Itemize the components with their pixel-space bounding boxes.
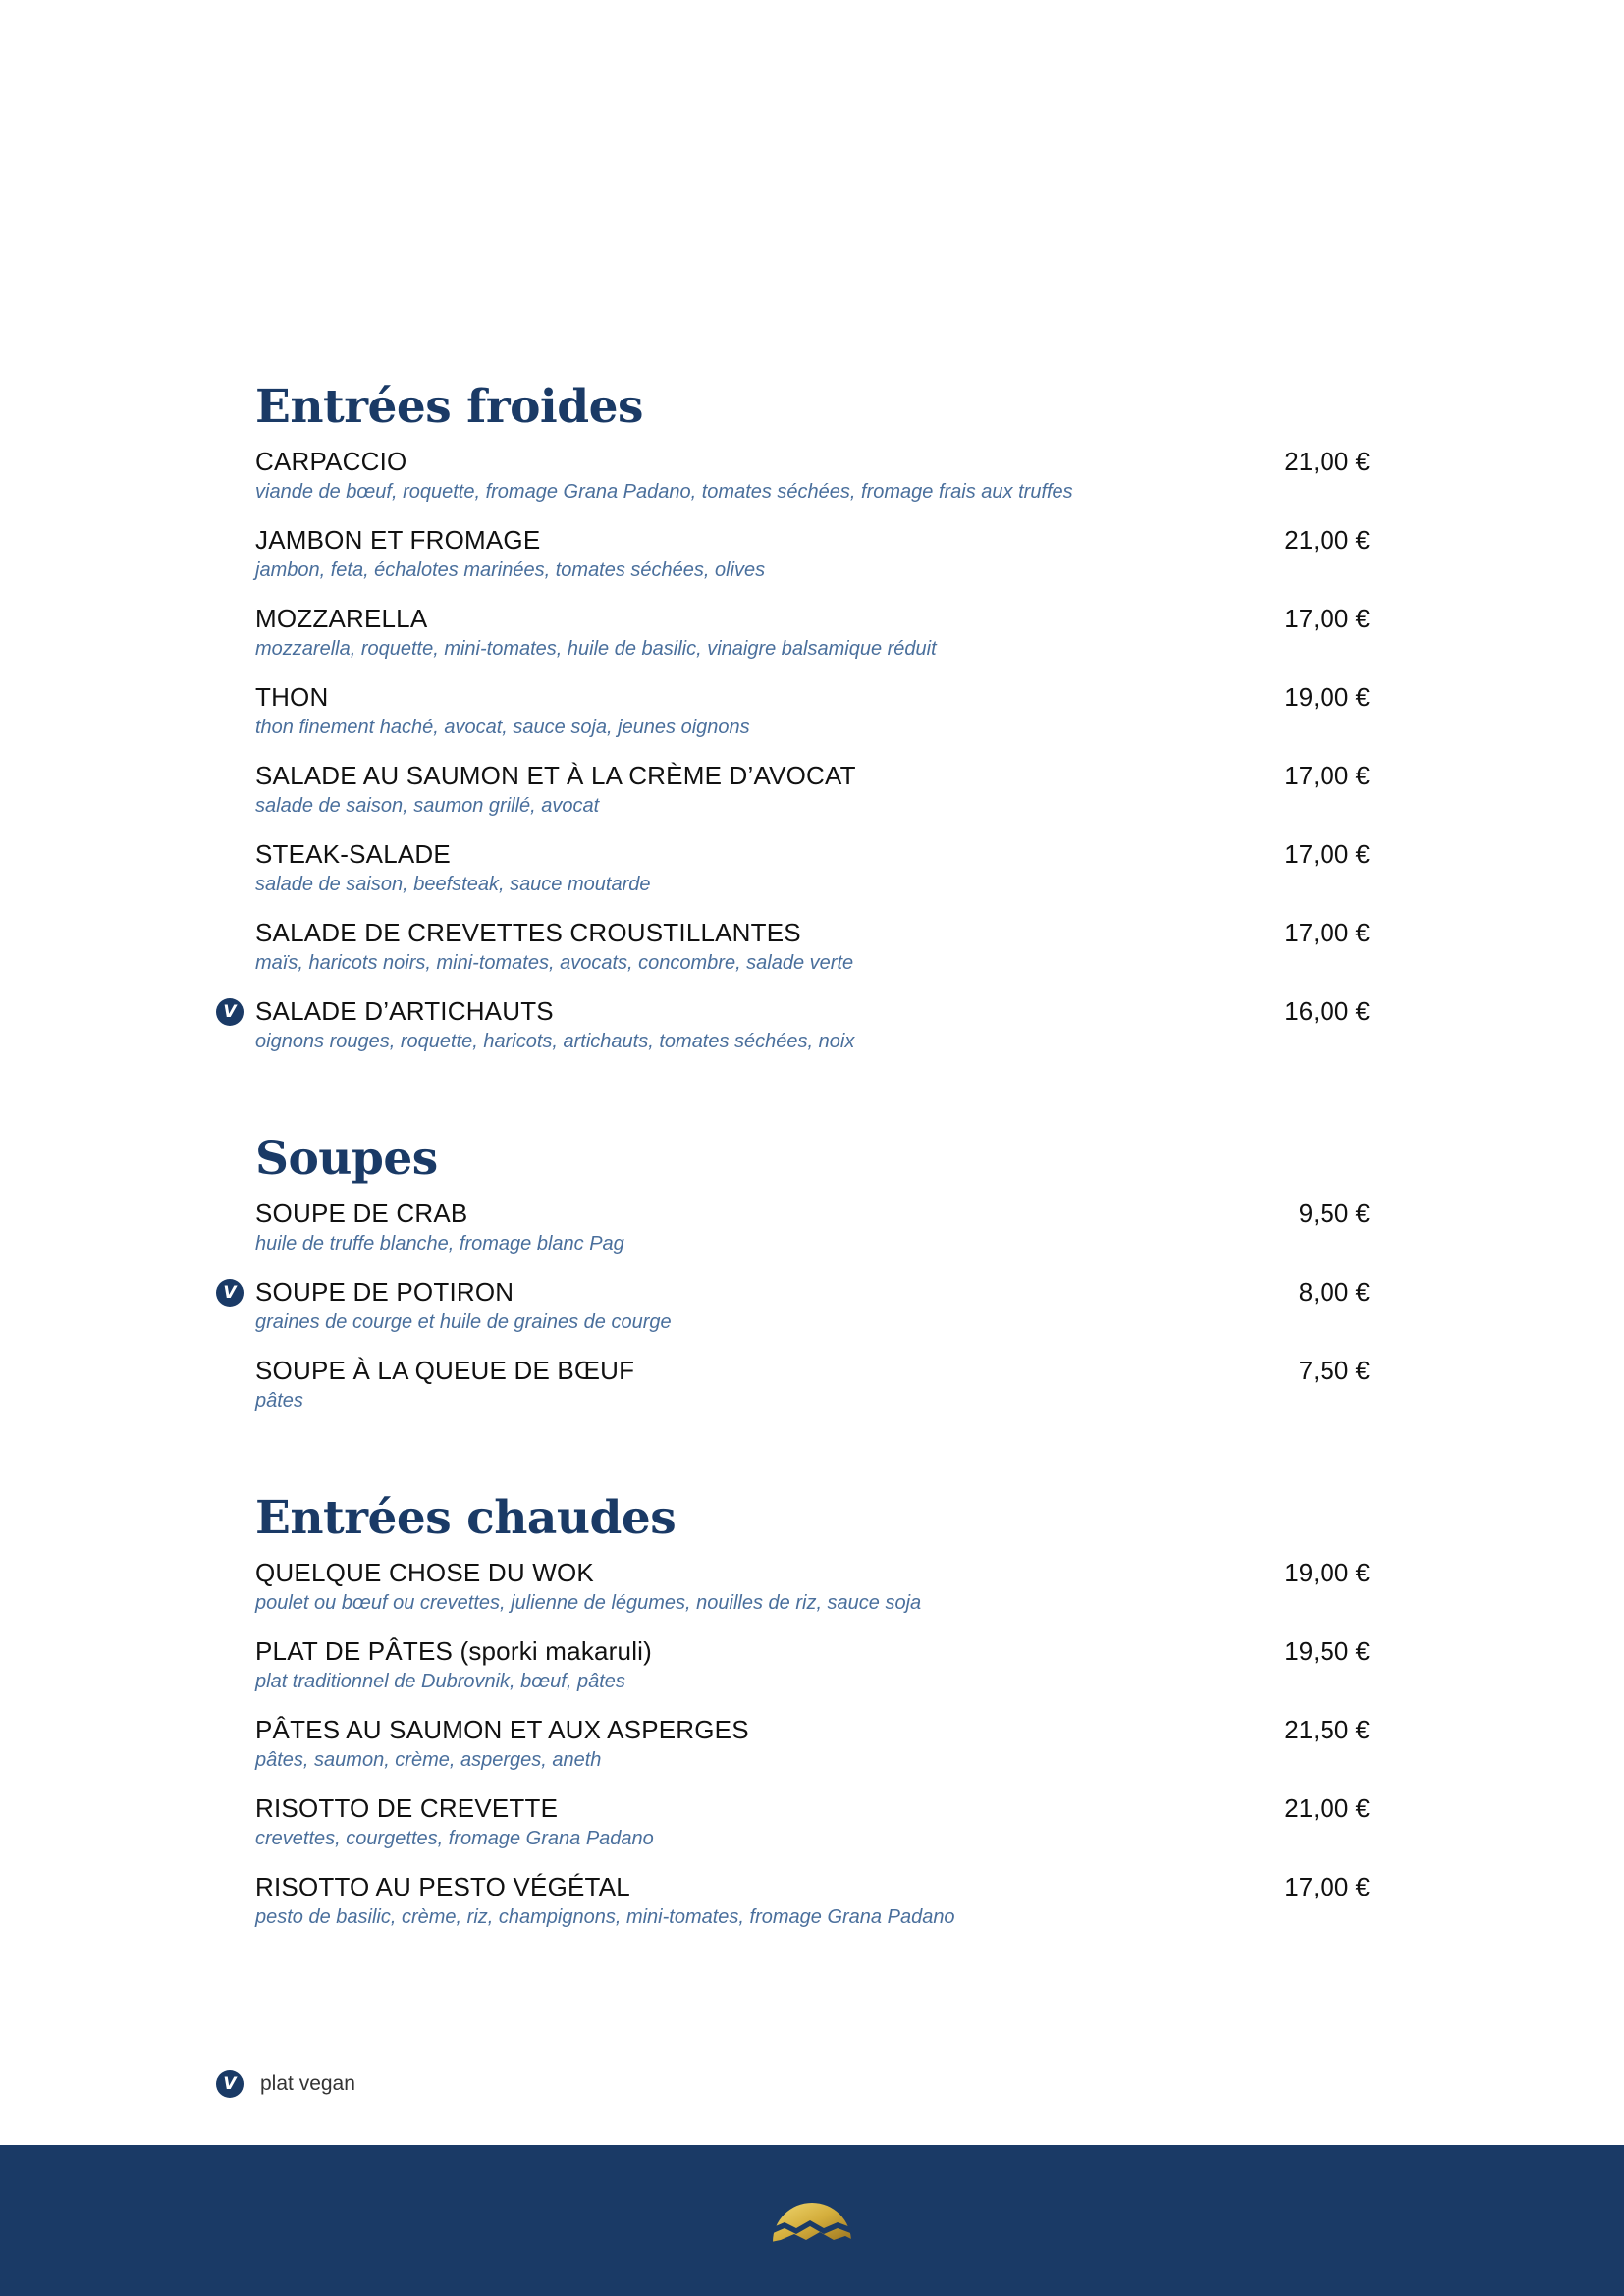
menu-item-price: 19,50 €	[1284, 1636, 1370, 1666]
menu-item-description: jambon, feta, échalotes marinées, tomates séchées, olives	[255, 560, 766, 581]
menu-item-description: huile de truffe blanche, fromage blanc Pag	[255, 1233, 624, 1255]
menu-item-description: viande de bœuf, roquette, fromage Grana Padano, tomates séchées, fromage frais aux truffes	[255, 481, 1073, 503]
menu-item-description: pâtes	[255, 1390, 303, 1412]
menu-item-price: 17,00 €	[1284, 918, 1370, 947]
menu-item-price: 17,00 €	[1284, 1872, 1370, 1901]
menu-item	[255, 1870, 1370, 1949]
menu-item-row	[255, 1713, 1370, 1746]
menu-item-price: 19,00 €	[1284, 1558, 1370, 1587]
menu-item	[255, 1354, 1370, 1432]
menu-item-price: 21,00 €	[1284, 525, 1370, 555]
legend-label: plat vegan	[260, 2072, 355, 2095]
menu-item-row	[255, 837, 1370, 871]
menu-item-name: PLAT DE PÂTES (sporki makaruli)	[255, 1636, 653, 1666]
menu-item-name: SALADE DE CREVETTES CROUSTILLANTES	[255, 918, 801, 947]
section-entrees-chaudes	[255, 1486, 1370, 1949]
menu-item-row	[255, 445, 1370, 478]
menu-item-description: crevettes, courgettes, fromage Grana Padano	[255, 1828, 654, 1849]
menu-item-name: RISOTTO AU PESTO VÉGÉTAL	[255, 1872, 630, 1901]
menu-item-row	[255, 994, 1370, 1028]
menu-item-price: 17,00 €	[1284, 761, 1370, 790]
menu-item-name: MOZZARELLA	[255, 604, 428, 633]
menu-item-name: CARPACCIO	[255, 447, 407, 476]
menu-item-description: mozzarella, roquette, mini-tomates, huile de basilic, vinaigre balsamique réduit	[255, 638, 937, 660]
menu-item-name: PÂTES AU SAUMON ET AUX ASPERGES	[255, 1715, 749, 1744]
menu-list	[255, 1556, 1370, 1949]
menu-item-price: 8,00 €	[1298, 1277, 1370, 1307]
menu-list	[223, 1197, 1370, 1432]
menu-item-price: 9,50 €	[1298, 1199, 1370, 1228]
menu-item-description: pâtes, saumon, crème, asperges, aneth	[255, 1749, 602, 1771]
menu-item-row	[255, 1556, 1370, 1589]
vegan-legend	[216, 2070, 355, 2098]
menu-item-name: RISOTTO DE CREVETTE	[255, 1793, 559, 1823]
menu-item-price: 7,50 €	[1298, 1356, 1370, 1385]
menu-item-row	[255, 1634, 1370, 1668]
section-title: Soupes	[255, 1132, 438, 1186]
section-title: Entrées froides	[255, 380, 644, 434]
menu-item-name: SOUPE DE POTIRON	[255, 1277, 514, 1307]
section-title: Entrées chaudes	[255, 1491, 677, 1545]
menu-item-description: maïs, haricots noirs, mini-tomates, avocats, concombre, salade verte	[255, 952, 854, 974]
vegan-icon: V	[216, 1279, 244, 1307]
section-soupes	[223, 1127, 1370, 1432]
menu-item-name: SOUPE DE CRAB	[255, 1199, 468, 1228]
menu-item	[255, 445, 1370, 523]
menu-item-row	[255, 759, 1370, 792]
menu-item-row	[255, 1275, 1370, 1308]
menu-item	[255, 1791, 1370, 1870]
menu-item-price: 16,00 €	[1284, 996, 1370, 1026]
footer-bar	[0, 2145, 1624, 2296]
menu-item	[255, 1556, 1370, 1634]
menu-item	[255, 523, 1370, 602]
menu-item-name: QUELQUE CHOSE DU WOK	[255, 1558, 594, 1587]
menu-item-name: SOUPE À LA QUEUE DE BŒUF	[255, 1356, 635, 1385]
menu-item-description: graines de courge et huile de graines de courge	[255, 1311, 672, 1333]
menu-item-description: plat traditionnel de Dubrovnik, bœuf, pâtes	[255, 1671, 625, 1692]
menu-item-name: THON	[255, 682, 329, 712]
menu-item	[255, 1634, 1370, 1713]
vegan-icon: V	[216, 2070, 244, 2098]
menu-item-description: thon finement haché, avocat, sauce soja, jeunes oignons	[255, 717, 750, 738]
menu-item	[255, 759, 1370, 837]
menu-item-name: SALADE AU SAUMON ET À LA CRÈME D’AVOCAT	[255, 761, 856, 790]
menu-item-price: 21,00 €	[1284, 1793, 1370, 1823]
menu-item-row	[255, 523, 1370, 557]
menu-item	[255, 680, 1370, 759]
menu-item-row	[255, 1197, 1370, 1230]
menu-item	[255, 916, 1370, 994]
menu-item	[255, 1713, 1370, 1791]
menu-item-row	[255, 602, 1370, 635]
menu-item	[223, 1275, 1370, 1354]
menu-item-description: pesto de basilic, crème, riz, champignons, mini-tomates, fromage Grana Padano	[255, 1906, 955, 1928]
menu-item-description: salade de saison, saumon grillé, avocat	[255, 795, 600, 817]
vegan-icon: V	[216, 998, 244, 1026]
menu-item-description: oignons rouges, roquette, haricots, artichauts, tomates séchées, noix	[255, 1031, 855, 1052]
sun-logo-icon	[771, 2185, 853, 2246]
menu-list	[223, 445, 1370, 1073]
menu-item-description: poulet ou bœuf ou crevettes, julienne de légumes, nouilles de riz, sauce soja	[255, 1592, 922, 1614]
menu-item-name: JAMBON ET FROMAGE	[255, 525, 541, 555]
menu-item-name: SALADE D’ARTICHAUTS	[255, 996, 554, 1026]
menu-item-row	[255, 1870, 1370, 1903]
menu-item-row	[255, 680, 1370, 714]
menu-item-price: 17,00 €	[1284, 839, 1370, 869]
menu-item	[223, 994, 1370, 1073]
menu-item-price: 19,00 €	[1284, 682, 1370, 712]
menu-item-price: 21,50 €	[1284, 1715, 1370, 1744]
menu-item-row	[255, 916, 1370, 949]
menu-item	[255, 1197, 1370, 1275]
menu-item-price: 21,00 €	[1284, 447, 1370, 476]
menu-item-row	[255, 1791, 1370, 1825]
menu-item	[255, 602, 1370, 680]
menu-item-description: salade de saison, beefsteak, sauce moutarde	[255, 874, 651, 895]
menu-item	[255, 837, 1370, 916]
section-entrees-froides	[223, 375, 1370, 1073]
menu-item-row	[255, 1354, 1370, 1387]
menu-item-price: 17,00 €	[1284, 604, 1370, 633]
menu-item-name: STEAK-SALADE	[255, 839, 451, 869]
